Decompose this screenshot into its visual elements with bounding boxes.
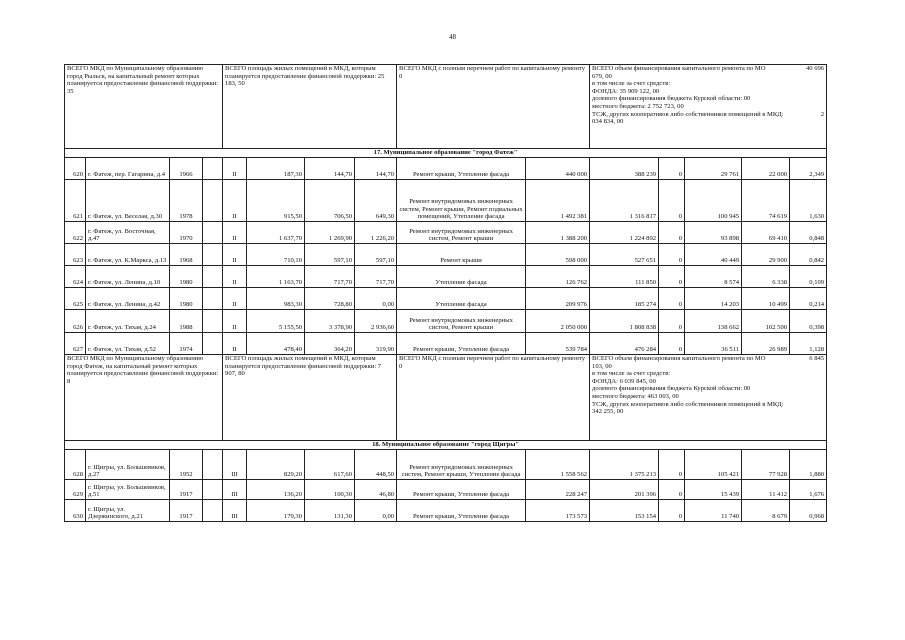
total-cost-cell: 1 388 200: [526, 222, 590, 244]
year-cell: 1966: [170, 158, 203, 180]
section-title: 17. Муниципальное образование "город Фатеж": [65, 149, 827, 158]
year-cell: 1974: [170, 333, 203, 355]
living-area-cell: 100,30: [305, 480, 355, 500]
living-area-cell: 717,70: [305, 266, 355, 288]
year-cell: 1978: [170, 180, 203, 222]
summary-area: ВСЕГО площадь жилых помещений в МКД, которым планируется предоставление финансовой поддержки: 25 183, 50: [223, 65, 397, 149]
summary-breakdown: 103, 00 в том числе за счет средств: ФОНДА: 6 039 845, 00 долевого финансирования бюджета Курской области: 00 местного бюджета: 463 003, 00 ТСЖ, других кооперативов либо собственников помещений в МКД: 342 255, 00: [592, 362, 784, 416]
table-row: [65, 158, 827, 180]
row-number: 624: [65, 266, 86, 288]
unit-cost-cell: 1,676: [790, 480, 827, 500]
total-area-cell: 1 637,70: [247, 222, 305, 244]
total-cost-cell: 126 762: [526, 266, 590, 288]
material-cell: [203, 180, 223, 222]
fund-cell: 388 239: [590, 158, 659, 180]
fund-cell: 1 224 892: [590, 222, 659, 244]
material-cell: [203, 158, 223, 180]
row-number: 621: [65, 180, 86, 222]
region-budget-cell: 0: [659, 500, 685, 522]
table-row: [65, 310, 827, 333]
year-cell: 1980: [170, 288, 203, 310]
living-area-cell: 3 378,90: [305, 310, 355, 333]
total-cost-cell: 173 573: [526, 500, 590, 522]
unit-cost-cell: 2,349: [790, 158, 827, 180]
summary-total-value: 40 696: [805, 65, 825, 72]
summary-owners-amount: 034 834, 00: [592, 118, 624, 126]
table-row: [65, 500, 827, 522]
row-number: 627: [65, 333, 86, 355]
private-area-cell: 0,00: [355, 288, 397, 310]
category-cell: II: [223, 222, 247, 244]
material-cell: [203, 500, 223, 522]
private-area-cell: 2 936,60: [355, 310, 397, 333]
living-area-cell: 706,50: [305, 180, 355, 222]
unit-cost-cell: 1,128: [790, 333, 827, 355]
material-cell: [203, 450, 223, 480]
total-area-cell: 915,50: [247, 180, 305, 222]
address-cell: г. Фатеж, ул. Тихая, д.52: [86, 333, 170, 355]
region-budget-cell: 0: [659, 266, 685, 288]
work-types-cell: Ремонт крыши, Утепление фасада: [397, 158, 526, 180]
work-types-cell: Ремонт крыши, Утепление фасада: [397, 480, 526, 500]
category-cell: III: [223, 480, 247, 500]
owners-cell: 74 619: [742, 180, 790, 222]
table-row: [65, 450, 827, 480]
living-area-cell: 131,30: [305, 500, 355, 522]
year-cell: 1988: [170, 310, 203, 333]
category-cell: II: [223, 288, 247, 310]
local-budget-cell: 11 740: [685, 500, 742, 522]
work-types-cell: Ремонт крыши, Утепление фасада: [397, 500, 526, 522]
year-cell: 1980: [170, 266, 203, 288]
row-number: 623: [65, 244, 86, 266]
region-budget-cell: 0: [659, 310, 685, 333]
address-cell: г. Фатеж, ул. К.Маркса, д.13: [86, 244, 170, 266]
address-cell: г. Фатеж, ул. Веселая, д.30: [86, 180, 170, 222]
living-area-cell: 728,80: [305, 288, 355, 310]
private-area-cell: 319,90: [355, 333, 397, 355]
region-budget-cell: 0: [659, 333, 685, 355]
table-row: [65, 266, 827, 288]
summary-full-repair: ВСЕГО МКД с полным перечнем работ по капитальному ремонту 0: [397, 355, 590, 441]
table-row: [65, 244, 827, 266]
work-types-cell: Ремонт внутридомовых инженерных систем, Ремонт крыши, Утепление фасада: [397, 450, 526, 480]
total-area-cell: 179,30: [247, 500, 305, 522]
private-area-cell: 46,80: [355, 480, 397, 500]
year-cell: 1917: [170, 480, 203, 500]
summary-mkd-count: ВСЕГО МКД по Муниципальному образованию город Фатеж, на капитальный ремонт которых планируется предоставление финансовой поддержки: 8: [65, 355, 223, 441]
total-area-cell: 5 155,50: [247, 310, 305, 333]
local-budget-cell: 100 945: [685, 180, 742, 222]
material-cell: [203, 266, 223, 288]
summary-breakdown: 679, 00 в том числе за счет средств: ФОНДА: 35 909 122, 00 долевого финансирования бюджета Курской области: 00 местного бюджета: 2 752 723, 00 ТСЖ, других кооперативов либо собственников помещений в МКД:: [592, 72, 784, 118]
owners-cell: 29 900: [742, 244, 790, 266]
row-number: 629: [65, 480, 86, 500]
private-area-cell: 0,00: [355, 500, 397, 522]
total-area-cell: 1 163,70: [247, 266, 305, 288]
owners-cell: 22 000: [742, 158, 790, 180]
private-area-cell: 448,50: [355, 450, 397, 480]
total-area-cell: 710,10: [247, 244, 305, 266]
unit-cost-cell: 0,968: [790, 500, 827, 522]
local-budget-cell: 29 761: [685, 158, 742, 180]
fund-cell: 185 274: [590, 288, 659, 310]
region-budget-cell: 0: [659, 158, 685, 180]
section-title: 18. Муниципальное образование "город Щигры": [65, 441, 827, 450]
total-cost-cell: 440 000: [526, 158, 590, 180]
total-area-cell: 983,30: [247, 288, 305, 310]
summary-total-label: ВСЕГО объем финансирования капитального ремонта по МО: [592, 65, 766, 72]
address-cell: г. Фатеж, ул. Тихая, д.24: [86, 310, 170, 333]
fund-cell: 527 651: [590, 244, 659, 266]
region-budget-cell: 0: [659, 244, 685, 266]
table-row: [65, 333, 827, 355]
address-cell: г. Фатеж, ул. Восточная, д.47: [86, 222, 170, 244]
fund-cell: 153 154: [590, 500, 659, 522]
local-budget-cell: 40 449: [685, 244, 742, 266]
summary-area: ВСЕГО площадь жилых помещений в МКД, которым планируется предоставление финансовой поддержки: 7 907, 80: [223, 355, 397, 441]
section-title-row: [65, 149, 827, 158]
category-cell: II: [223, 266, 247, 288]
summary-total-value: 6 845: [809, 355, 825, 362]
owners-cell: 26 989: [742, 333, 790, 355]
fund-cell: 1 316 817: [590, 180, 659, 222]
table-row: [65, 480, 827, 500]
total-area-cell: 478,40: [247, 333, 305, 355]
summary-full-repair: ВСЕГО МКД с полным перечнем работ по капитальному ремонту 0: [397, 65, 590, 149]
total-area-cell: 187,30: [247, 158, 305, 180]
category-cell: III: [223, 500, 247, 522]
local-budget-cell: 138 662: [685, 310, 742, 333]
owners-cell: 10 499: [742, 288, 790, 310]
summary-mkd-count: ВСЕГО МКД по Муниципальному образованию город Рыльск, на капитальный ремонт которых планируется предоставление финансовой поддержки: 35: [65, 65, 223, 149]
private-area-cell: 1 226,20: [355, 222, 397, 244]
work-types-cell: Ремонт крыши, Утепление фасада: [397, 333, 526, 355]
owners-cell: 11 412: [742, 480, 790, 500]
page-number: 48: [449, 33, 456, 41]
region-budget-cell: 0: [659, 180, 685, 222]
address-cell: г. Щигры, ул. Дзержинского, д.21: [86, 500, 170, 522]
category-cell: II: [223, 180, 247, 222]
summary-financing: [590, 65, 827, 149]
local-budget-cell: 15 439: [685, 480, 742, 500]
row-number: 626: [65, 310, 86, 333]
category-cell: II: [223, 333, 247, 355]
private-area-cell: 649,30: [355, 180, 397, 222]
table-row: [65, 288, 827, 310]
unit-cost-cell: 0,842: [790, 244, 827, 266]
category-cell: II: [223, 310, 247, 333]
section-title-row: [65, 441, 827, 450]
total-cost-cell: 2 050 000: [526, 310, 590, 333]
year-cell: 1968: [170, 244, 203, 266]
fund-cell: 476 284: [590, 333, 659, 355]
owners-cell: 8 679: [742, 500, 790, 522]
category-cell: III: [223, 450, 247, 480]
material-cell: [203, 480, 223, 500]
summary-row: [65, 65, 827, 149]
table-row: [65, 222, 827, 244]
unit-cost-cell: 0,848: [790, 222, 827, 244]
private-area-cell: 717,70: [355, 266, 397, 288]
category-cell: II: [223, 158, 247, 180]
row-number: 620: [65, 158, 86, 180]
total-area-cell: 136,20: [247, 480, 305, 500]
summary-financing: [590, 355, 827, 441]
fund-cell: 1 375 213: [590, 450, 659, 480]
year-cell: 1952: [170, 450, 203, 480]
year-cell: 1917: [170, 500, 203, 522]
unit-cost-cell: 0,109: [790, 266, 827, 288]
region-budget-cell: 0: [659, 480, 685, 500]
living-area-cell: 1 269,90: [305, 222, 355, 244]
unit-cost-cell: 1,880: [790, 450, 827, 480]
owners-cell: 69 410: [742, 222, 790, 244]
total-cost-cell: 209 976: [526, 288, 590, 310]
owners-cell: 6 338: [742, 266, 790, 288]
living-area-cell: 144,70: [305, 158, 355, 180]
total-cost-cell: 539 784: [526, 333, 590, 355]
fund-cell: 1 808 838: [590, 310, 659, 333]
row-number: 625: [65, 288, 86, 310]
living-area-cell: 617,60: [305, 450, 355, 480]
local-budget-cell: 105 421: [685, 450, 742, 480]
total-cost-cell: 1 558 562: [526, 450, 590, 480]
material-cell: [203, 333, 223, 355]
work-types-cell: Утепление фасада: [397, 266, 526, 288]
unit-cost-cell: 0,214: [790, 288, 827, 310]
fund-cell: 111 850: [590, 266, 659, 288]
private-area-cell: 144,70: [355, 158, 397, 180]
address-cell: г. Фатеж, ул. Ленина, д.10: [86, 266, 170, 288]
local-budget-cell: 14 203: [685, 288, 742, 310]
row-number: 630: [65, 500, 86, 522]
total-area-cell: 829,20: [247, 450, 305, 480]
material-cell: [203, 310, 223, 333]
summary-total-label: ВСЕГО объем финансирования капитального ремонта по МО: [592, 355, 766, 362]
material-cell: [203, 288, 223, 310]
address-cell: г. Фатеж, ул. Ленина, д.42: [86, 288, 170, 310]
fund-cell: 201 396: [590, 480, 659, 500]
local-budget-cell: 93 898: [685, 222, 742, 244]
private-area-cell: 597,10: [355, 244, 397, 266]
row-number: 628: [65, 450, 86, 480]
material-cell: [203, 222, 223, 244]
total-cost-cell: 598 000: [526, 244, 590, 266]
region-budget-cell: 0: [659, 222, 685, 244]
repair-program-table: [64, 64, 827, 522]
work-types-cell: Ремонт внутридомовых инженерных систем, Ремонт крыши: [397, 310, 526, 333]
total-cost-cell: 228 247: [526, 480, 590, 500]
region-budget-cell: 0: [659, 288, 685, 310]
local-budget-cell: 36 511: [685, 333, 742, 355]
table-row: [65, 180, 827, 222]
address-cell: г. Фатеж, пер. Гагарина, д.4: [86, 158, 170, 180]
region-budget-cell: 0: [659, 450, 685, 480]
address-cell: г. Щигры, ул. Большевиков, д.51: [86, 480, 170, 500]
material-cell: [203, 244, 223, 266]
living-area-cell: 364,20: [305, 333, 355, 355]
owners-cell: 77 928: [742, 450, 790, 480]
living-area-cell: 597,10: [305, 244, 355, 266]
total-cost-cell: 1 492 381: [526, 180, 590, 222]
category-cell: II: [223, 244, 247, 266]
unit-cost-cell: 0,398: [790, 310, 827, 333]
summary-owners-value: 2: [820, 110, 825, 118]
year-cell: 1970: [170, 222, 203, 244]
local-budget-cell: 8 574: [685, 266, 742, 288]
row-number: 622: [65, 222, 86, 244]
summary-row: [65, 355, 827, 441]
work-types-cell: Ремонт внутридомовых инженерных систем, Ремонт крыши, Ремонт подвальных помещений, Утепление фасада: [397, 180, 526, 222]
unit-cost-cell: 1,630: [790, 180, 827, 222]
work-types-cell: Утепление фасада: [397, 288, 526, 310]
owners-cell: 102 500: [742, 310, 790, 333]
work-types-cell: Ремонт внутридомовых инженерных систем, Ремонт крыши: [397, 222, 526, 244]
address-cell: г. Щигры, ул. Большевиков, д.27: [86, 450, 170, 480]
work-types-cell: Ремонт крыши: [397, 244, 526, 266]
